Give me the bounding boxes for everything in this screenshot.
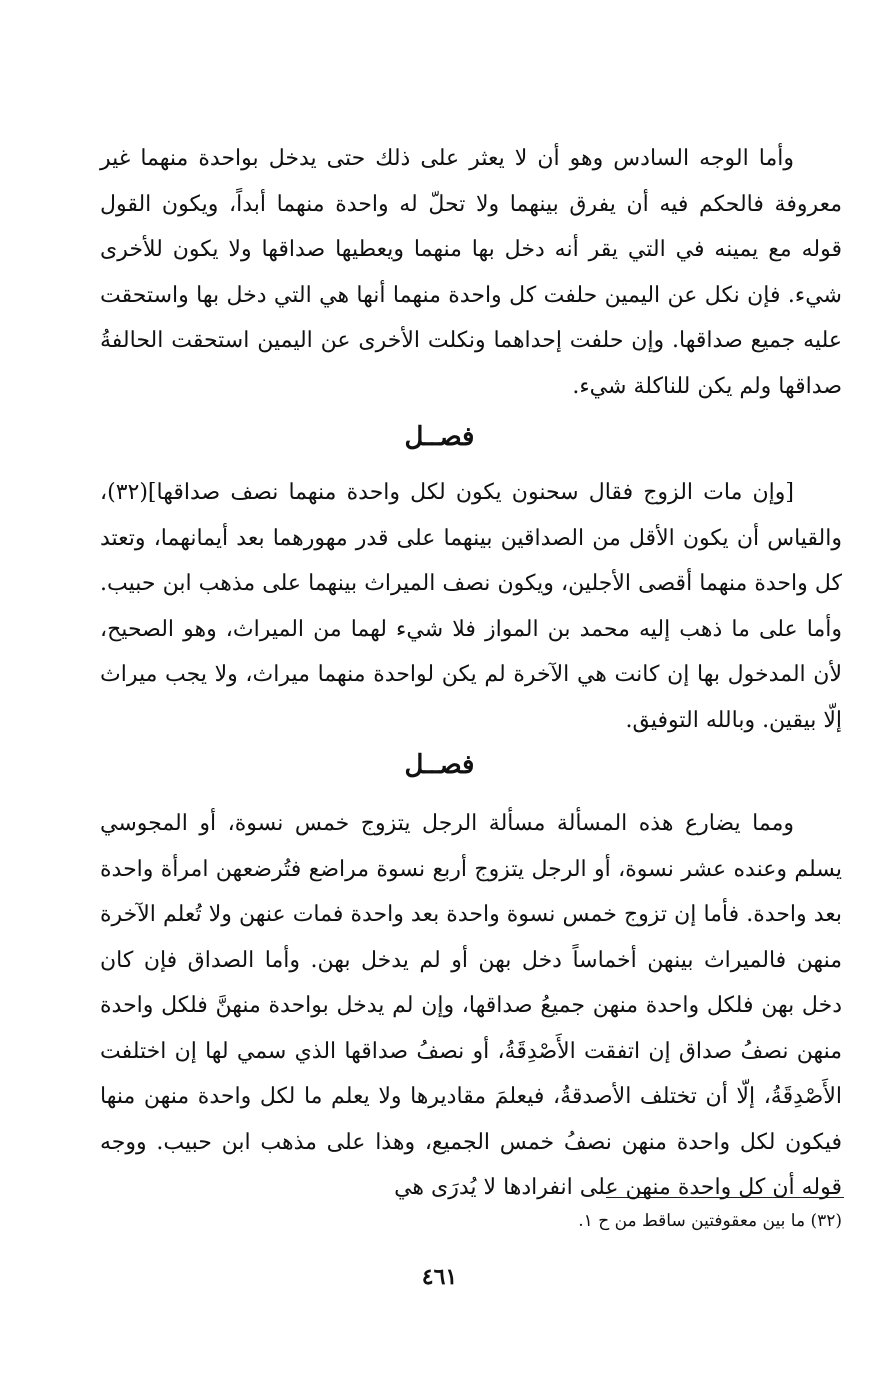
fasl-1-section bbox=[100, 470, 842, 743]
section-heading-1: فصــل bbox=[404, 422, 475, 452]
fasl-2-section bbox=[100, 801, 842, 1211]
footnote-divider bbox=[606, 1197, 844, 1198]
fasl-2-paragraph: ومما يضارع هذه المسألة مسألة الرجل يتزوج خمس نسوة، أو المجوسي يسلم وعنده عشر نسوة، أو الرجل يتزوج أربع نسوة مراضع فتُرضعهن امرأة واحدة بعد واحدة. فأما إن تزوج خمس نسوة واحدة بعد واحدة فمات عنهن ولا تُعلم الآخرة منهن فالميراث بينهن أخماساً دخل بهن أو لم يدخل بهن. وأما الصداق فإن كان دخل بهن فلكل واحدة منهن جميعُ صداقها، وإن لم يدخل بواحدة منهنَّ فلكل واحدة منهن نصفُ صداق إن اتفقت الأَصْدِقَةُ، أو نصفُ صداقها الذي سمي لها إن اختلفت الأَصْدِقَةُ، إلّا أن تختلف الأصدقةُ، فيعلمَ مقاديرها ولا يعلم ما لكل واحدة منهن منها فيكون لكل واحدة منهن نصفُ خمس الجميع، وهذا على مذهب ابن حبيب. ووجه قوله أن كل واحدة منهن على انفرادها لا يُدرَى هي bbox=[100, 811, 842, 1200]
intro-paragraph: وأما الوجه السادس وهو أن لا يعثر على ذلك حتى يدخل بواحدة منهما غير معروفة فالحكم فيه أن يفرق بينهما ولا تحلّ له واحدة منهما أبداً، ويكون القول قوله مع يمينه في التي يقر أنه دخل بها منهما ويعطيها صداقها ولا يكون للأخرى شيء. فإن نكل عن اليمين حلفت كل واحدة منهما أنها هي التي دخل بها واستحقت عليه جميع صداقها. وإن حلفت إحداهما ونكلت الأخرى عن اليمين استحقت الحالفةُ صداقها ولم يكن للناكلة شيء. bbox=[100, 146, 842, 399]
intro-section bbox=[100, 136, 842, 409]
footnote: (٣٢) ما بين معقوفتين ساقط من ح ١. bbox=[578, 1211, 842, 1231]
fasl-1-paragraph: [وإن مات الزوج فقال سحنون يكون لكل واحدة منهما نصف صداقها](٣٢)، والقياس أن يكون الأقل من الصداقين بينهما على قدر مهورهما بعد أيمانهما، وتعتد كل واحدة منهما أقصى الأجلين، ويكون نصف الميراث بينهما على مذهب ابن حبيب. وأما على ما ذهب إليه محمد بن المواز فلا شيء لهما من الميراث، وهو الصحيح، لأن المدخول بها إن كانت هي الآخرة لم يكن لواحدة منهما ميراث، ولا يجب ميراث إلّا بيقين. وبالله التوفيق. bbox=[100, 480, 842, 733]
section-heading-2: فصــل bbox=[404, 750, 475, 780]
page-number: ٤٦١ bbox=[421, 1264, 458, 1290]
